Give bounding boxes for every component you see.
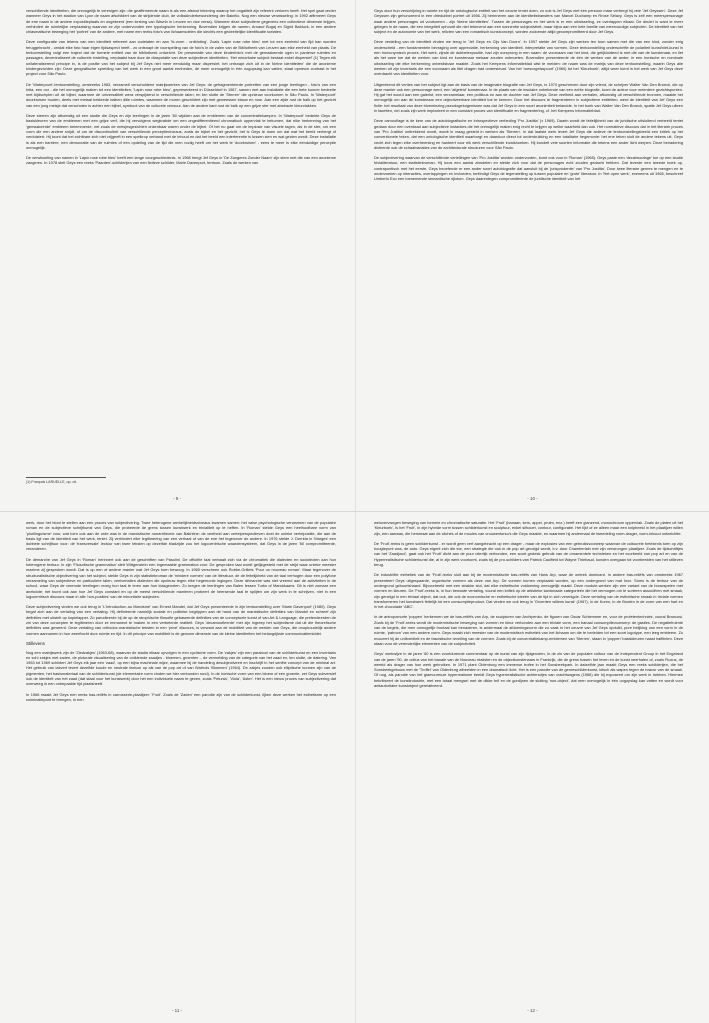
spread-top bbox=[0, 0, 709, 511]
text-column bbox=[26, 520, 336, 1003]
paragraph: Uitgerekend dit verlies van het subject ligt aan de basis van de imaginaire biografie van Jef Geys, in 1970 geschreven door zijn vriend, de schrijver Walter Van Den Broeck, die op deze manier ook een persoonage werd, een 'afgeleid' kunstenaar. In de plaats van de insulaire onbekende van een echte biografie, toont de auteur voor meerdere gezichtspunten. Hij gaf het woord aan een galerist, een verzamelaar, een politicus en aan de dochter van Jef Geys. Deze veelheid aan verhalen, afkomstig uit verschillende bronnen, maakte het onmogelijk om aan de kunstenaar een objectiveerbare identiteit toe te kennen. Door het discours te fragmenteren in subjectieve entiteiten, werd de identiteit van Jef Geys een fictie: het resultaat van deze bloemlezing pseudogetuigenissen was dat Jef Geys in een soort anonimiteit belandde. In het boek van Walter Van Den Broeck, spatte Jef Geys uiteen in facetten, net zoals zijn werk implodeert in een constant proces van identificatie en fragmentering, cf. het Kempens Informatieblad. bbox=[374, 81, 683, 114]
paragraph: In 1966 maakt Jef Geys een reeks bas-reliëfs in carrosserie-plaatijzer: 'Fruit'. Zoals de 'Zaden' een parodie zijn van de schilderkunst, lijken deze werken het esthetisme op een culminatiepunt te brengen, in een bbox=[26, 691, 336, 702]
paragraph: De démarche van Jef Geys in 'Roman' herinnert ook aan de geschriften van Pasolini. De officiële taal verbaalt zich via de chromatiek die dialecten en sociolecten aan hun heterogene textuur. In zijn 'Filosofische grammatica' stelt Wittgenstein een ingemaakte grammatica voor. De gesproken taal wordt gelijkgesteld met de strijd waar unieke meester maxime zij gesproken wordt. Dat is op een of andere manier wat Jef Geys toen bewoog. In 1965 verscheen ook Robbe-Grillets 'Pour un nouveau roman'. Maar tegenover de structuralistische objectivering van het subject, stelde Geys in zijn statistiekroman de 'mindere vormen' van de literatuur, de de feitelijkheid van de taal verhogen door een polyfone verzameling van subjectieve en particuliere talen, veelvertallen dialecten die opnieuw tegen elke hegemonie ingingen. Deze démarche was niet vreemd aan de activiteiten in de school, waar Geys de vreemde leerlingen vroeg hun taal te leren aan hun klasgenoten. Zo kregen de leerlingen van Balen lessen Turks of Marokkaans. Dit is niet zomaar een anekdote; het toont ook aan hoe Jef Geys constant en op de meest verschillende manieren probeert de heersende taal te splijten om zijn werk in te schrijven, niet in een logocentrisch discours maar in alle 'non-posities' van de minoritaire subjecten. bbox=[26, 556, 336, 599]
text-column bbox=[374, 520, 683, 1003]
paragraph: Geys door hun verschijning in ruimte en tijd de ontologische entiteit van het oeuvre teniet doen, zo ook is Jef Geys niet één persoon maar verbergt hij vele 'Jef Geyssen'. Deze Jef Geyssen zijn gehonoreerd in een driedubbel portret uit 1966. Zij herinneren aan de identiteitstransfers van Marcel Duchamp en Rrose Sélavy. Geys is zelf een meerspersonage waar andere personages uit voorkomen - zijn 'kleine identiteiten'. Tussen de personages en het werk is er een uitwisseling, ze overlappen elkaar. De deutel is want ie meer gelegen in de naam, die een integriteit ophoudt die niet tekenend aan een sonnenbe subjectiviteit, maar bijna aan een hele familie van meervoudige subjecten. De identiteit van het subject en de autonomie van het werk, relicten van een romantisch kunstconcept, worden zodoende altijd gecompromitteerd door Jef Geys. bbox=[374, 8, 683, 35]
page-9 bbox=[0, 0, 354, 511]
footnote-rule bbox=[26, 477, 106, 478]
page-number: - 11 - bbox=[171, 1008, 183, 1013]
paragraph: In de antropomorfe 'poppen' herkennen we de bas-reliëfs van Arp, de sculpturen van Archipenko, de figuren van Oscar Schlemmer en, voor de profetentechniek, vooral Brancusi. Zoals bij de 'Fruit'-reeks wordt de modernistische beweging van vormen en kleur verbonden aan een triviale vorm, een banaal consumptievoorwerp: de gastles. De negatiefruimte van de kegels, die men onmogelijk frontaal kan benaderen, is andermaal de afdoeningsvorm die zo vaak in het oeuvre van Jef Geys opduikt, pure belijking van een vorm in de ruimte, 'patroon' van een andere vorm. Geys maakt zich meester van de modernistisch esthetiek van het lichaam om die te herleiden tot een soort logotype, een leeg embleem. Zo evoceert hij de uniformiteit en de fascistische reveiling van de vormen. Zoals bij de concentratiekamp-emblemen van 'Sterren', staan in 'poppen' basiskleuren naast halftinten. Deze staan voor de verenderlijke elementen van de subjectiviteit. bbox=[374, 614, 683, 646]
paragraph: Deze configuratie van tekens van een identiteit refereert aan codelaten en aan 'Ik-vorm - ontbloting'. Zoals 'Lapin rose robe bleu' met tot een eenheid van fijd kan worden teruggebracht - omdat elke foto haar eigen tijdsaspect heeft - zo ontsnapt de voorspelling van de foto's in de zalen van de Bibliotheek van Leuven aan elke eenheid van plaats. De tentoonstelling volgt een traject dat de formele entiteit van de bibliotheek ontwricht. De presentatie van deze kinderfoto's met de gemaskeerde ogen in panterse ruimtes en passages, decentraliseert de culturele instelling, verplaatst haar door de diaspotatie van deze subjectieve identiteiten. 'Het minoritaire subject bestaat enkel dispersief' (1) Tegen elk unilateraliserend principe in, is de positie van het subject bij Jef Geys niet meer eenduidig maar dispersief, het ontsnapt zich uit in de 'kleine identiteiten' die de anonieme kindergezichten zijn. Deze geografische spreiding van het werk in een groot aantal eenheden, de meer onmogelijk in één oogopslag kan vatten, staat opnieuw contrast in het project voor São Paulo. bbox=[26, 39, 336, 77]
paragraph: Nog een matrijswerk zijn de 'Ziedzakjes' (1963-68), waarvan de stadia elkaar opvolgen in een cyclische vorm. De 'zakjes' zijn een parabool van de schilderkunst en een inventaris en schi zakjes met zaden, de picturale visualisering van de ontkiemde zaadjes - bloemen, groenten -, de vermelding van de categorie van het zaad en, ten slotte, de datering. Van 1963 tot 1969 schildert Jef Geys elk jaar een 'zaad', op een bijna machinale wijze, waarmee hij de handeling desubjectiveert en inschrijft in het seriële concept van de minimal art. Het gebruik van lakverf tevert dezelfde koude en neutrale factuur op als van de pop art of van Warhols 'Bloemen' (1964). De zakjes zouden ook elliptische kunnen zijn van de pigmenten, het basismateriaal van de schilderkunst (de elementaire vorm vinden we hier verbonden rond). In de ironische vorm van een bloem of een groente, zet Geys subversief ook de identiteit van het zaad (dat staat voor het kunstwerk) door het een individuele naam te geven, zoals 'Petunia', 'Viola', 'Aster'. Het is een nieuw proces van subjectivering dat overweeg in een onbepaalde tijd plaatsheeft. bbox=[26, 649, 336, 687]
paragraph: welovervwogen beweging van formele en chromatische saturatie. Het 'Fruit' (banaan, kers, appel, pruim, enz.) heeft een glanzend, monochroom oppervlak. Zoals de platen uit het 'Kleurboek', is het 'Fruit', in zijn hybride vorm tussen schilderkunst en sculptuur, enkel silhouet, contour, configuratie. Het lijkt of ze alleen maar een knipbeeld in het plaatijzer willen zijn, een aanwas, die hemmaat aan de clichés of de moules van vrouwentorso's die Geys maakte, en waarmee hij andermaal de tweedeling vorm-drager, vorm-inhoud ontwrichtte. bbox=[374, 520, 683, 536]
paragraph: De verwisseling van namen in 'Lapin rose robe bleu' heeft een lange voorgeschiedenis. In 1968 hengt Jef Geys in 'De Zangeres Zonder Naam' zijn stem met die van een anonieme zangeres. In 1978 stelt Geys een reeks 'Paarden'-schilderijen van een fictieve schilder, Marie Davenport, tentoon. Zoals de werken van bbox=[26, 155, 336, 166]
paragraph: Geys' werkwijze in de jaren '60 is een voortdurende commentaar op de kunst van zijn tijdgenoten, in de zin van de populaire cultuur van de Independent Group in het Engeland van de jaren '50, de cultus van het banale van de Nouveau réalisten en de objectkunstenaars in Frankrijk, die de grens tussen het leven en de kunst neerhalen of, zoals Fluxus, de wereld als drager van hun werk gebruiken. In 1971 plant Oldenburg een immense trofee in het Sonsbeekpark. In datzelfde jaar maakt Geys een reeks schilderijen, die het Sonsbeekgebouw met de 'Troffel' van Oldenburg afbeelden in een dramatisch licht. Het is een parodie van de genreschilderkunst, kitsch als wapen tegen de bravur van de smaak. Of nog, als parodie van het glamoureuze hyperrealisme beeldt Geys hyperrealistische achtersdjes van vrachtwagens (1966) die hij exposeert om zijn werk in hebben. Hiermee bekritiseert de kunstindustrie, met een totaal mengsel met de dikke bril en de gordijnen de sluiting 'non-object', dat men onmogelijk in één oogopslag kan vatten en wordt voor antiautoritaire kunstobject gerelativeerd. bbox=[374, 651, 683, 689]
paragraph: Deze sterren zijn afkomstig uit een studie die Geys en zijn leerlingen in de jaren '60 wijdden aan de emblemen van de concentratiekampen. In 'Waterpoort' bedekte Geys de basiskleuren van de emblemen met een grijze verf, die hij vervolgens wegkrabde om een ongedifferentieerd chromatisch oppervlak te bekomen, dat elke herkenning van het 'gemaskeerde' embleem belemmerde, net zoals de meisjesgezichten onkenbaar waren onder de bijbel. Of het nu gaat om de implosie van visuele tagen, als in de ster, om een vorm die een andere snijdt, of om de discontinuïteit van verschillende perceptieniveaus, zoals de bijbel en het gezicht, het is Geys te doen om dat wat het beeld verbergt of verduistert. Hij toont dat het zichtbare zich niet vrijgeeft in een spelkrop verband met de inhoud en dat het beeld een interferentie is tussen zien en wat gezien wordt. Deze installatie is als een barrière, een democratie van de ruimtes of een opdeling van de tijd die men nodig heeft om het werk te 'doorkruisen' - eens te meer is elke eenduidige perceptie onmogelijk. bbox=[26, 113, 336, 150]
footnote bbox=[26, 477, 106, 485]
text-column bbox=[26, 8, 336, 491]
page-number: - 9 - bbox=[172, 496, 181, 501]
page-number: - 12 - bbox=[527, 1008, 538, 1013]
text-column bbox=[374, 8, 683, 491]
paragraph: Deze verdeling van de identiteit vinden we terug in 'Jef Geys en Cijs Van Doorn'. In 1997 stelde Jef Geys zijn werken ten toon samen met die van een kind, zonder enig onderscheid - een fundamentele bevraging over appreciatie, herkenning van identiteit, interpretatie van vormen. Deze tentoonstelling onderschrifte de polariteit kunst/niet-kunst in een homonymisch proces. Het werk, zijnde de dubbelexpositie, had zijn oorsprong in een naam: de voornaam van het kind, die gelijkluidend is met die van de kunstenaar, en liet als het ware toe dat de werken van kind en kunstenaar mekaar zouden ontmoeten. Bovendien presenteerde de één de werken van de ander, in een ironische en nominale uitwisseling die elke herkenning onbeslisbaar maakte. Zoals het Kempens Informatieblad wist te melden: de naam was de matrijs van deze tentoonstelling, waarin Geys alle werken uit zijn inventaris die een voornaam als titel dragen had ondersteunt. Van het 'roesvogelsspoort' (1960) tot het 'Kleurboek', altijd weer komt in het werk van Jef Geys deze overdracht van identiteiten voor. bbox=[374, 39, 683, 77]
paragraph: werk, door het bloot te stellen aan een proces van subjectivering. Twee heterogene werkelijkheidsniveaus kwamen samen: het valse psychologische verwarmen van de populaire roman en de subjectieve schrijfkunst van Geys, die probeerde de grens tussen kunstwerk en trivialiteit op te heffen. In 'Roman' stelde Geys een heelhoofbare vorm van 'plurilinguïsme' voor, wat toen ook aan de orde was in de marxistische romantheorie van Bakhtine: de veelheid aan vertelperspectieven doet de unieke vertelpositie, die aan de basis ligt van de identiteit van het werk, teniet. Zij verhindert elke legitimering van een verhaal of van de ene het tegenover de andere. In 1976 stelde J. Derrida in 'Marges' een dubbele schrijftuur voor: de 'transversale' lectuur van twee teksten op dezelfde bladzijde zou het logocentrische waardensysteem, dat Geys in de jaren '60 compromitteerde, veranderen. bbox=[26, 520, 336, 552]
page-10 bbox=[355, 0, 709, 511]
paragraph: Deze camouflage is de kern van de autobiografische en introspectieve verbeding 'Pro Justitia' (± 1969). Daarin wordt de feitelijkheid van de juridische uitsluitend verbeeld tentet gedaan door een overdaad aan subjectieve instanties die het onmogelijk maken enig recht te krijgen op welke waarheid dan ook. Het normatieve discours dat in het literaire proces van 'Pro Justitia' onttrekkend wordt, wordt in vraag gesteld in werken als 'Sterren'. In dat laatste werk levert Jef Geys die actieve de tentoonstellingsbeeld een kritiek op het conventionele teken, dat een ontologische identiteit waarborgt en daardoor direct tot onderdrukking en een totalitaire hegemonie: het ene teken sluit de andere tekens uit. Geys vecht zich tegen elke overheersing en hanteert voor elk werk verschillende invalshoeken. Hij bundelt vele soorten informatie die tekens een ander licht werpen. Deze benadering dicteerde ook de schaalvariaties van de architecturale structuren voor São Paulo. bbox=[374, 118, 683, 150]
page-number: - 10 - bbox=[527, 496, 538, 501]
page-12 bbox=[355, 512, 709, 1023]
page-11 bbox=[0, 512, 354, 1023]
paragraph: Deze subjectivering vinden we ook terug in 'L'Introduction au Marxisme' van Ernest Mandel, dat Jef Geys presenteerde in zijn tentoonstelling over 'Marie Davenport' (1980). Geys begaf zich aan de vertaling van een vertaling. Hij definieerde namelijk sociale en politieke begrippen aan de hand van de marxistische definities van Mandel en schreef zijn definities met uitstelt op kopielapper. Zo parodieerde hij de op de strophische filosofie gebaseerde definities van de conceptuele kunst of van Art & Language, die pretendeerden de zin van deze concepten te legitimeren door ze immanent te maken in een verbeterde realiteit. Geys 'decamoufleerde' met zijn ingreep het subjectisme dat uit die theoretische definities was geweerd. Deze vertaling van orthodox-marxistische teksten in een 'privé' discours, is verwant aan de mobiliteit van de werken van Geys, die onophoudelijk andere vormen aannamen in hun zwerftocht door ruimte en tijd. In dit principe van mobiliteit is de gewone dimensie van de kleine identiteiten het belangrijkste communicatiemiddel. bbox=[26, 604, 336, 636]
paragraph: verschillende identiteiten, die onmogelijk te verenigen zijn: die geaffirmeerde naam is als een afstoot tekening waarop het ongaliteit zijn referent verloren heeft. Het spel gaat verder wanneer Geys in het stadion van Lyon de naam afschildert van de strijdende club, de volkskinderbewondering der Bakelio. Nog een nieuwe verwisseling: in 1992 affirmeert Geys de ene naam in de andere expositieplaats en ongekeerd (een kerking van Wavrin in Leuven en vice versa). Wanneer deze subjectieve gegevens een collectieve dimensie krijgen, verhindert de ruimtelijke verplaatsing waarvan ze zijn ondervonden een typologische herkenning. Bovendien krijgen de namen, Arnaud Bugaj en Sigrid Balduck, in een andere chiasmatische beweging het 'portret' van de andere, met name een reeks foto's van lichaamsdelen die slechts een gedeeltelijke identificatie toelaten. bbox=[26, 8, 336, 35]
footnote-text: (1) François LARUELLE, op. cit. bbox=[26, 480, 78, 485]
section-heading: Stillevens bbox=[26, 640, 45, 646]
spread-bottom bbox=[0, 511, 709, 1023]
paragraph: De industriële esthetiek van de 'Fruit'-reeks sluit aan bij de modernistische bas-reliëfs van Hans Arp, waar de omtrek dominant. In andere bas-reliëfs van omstreeks 1967 presenteert Geys uitgespaarde, organische vormen als deze van Arp. De vormen komen verplaatst worden, op een ondergrond van mat Inox. Soms is de textuur van de ondergrond gebuurtshaard. Bijvoorbeeld met een strakke stul, dat elke esthetische voldoening onmogelijk maakt. Deze module-werken zijn een variant van de bouwspelen met vormen en kleuren. De 'Fruit'-reeks is, in hun bewuste vertaling, vooral een kritiek op de artistieke kantonaale categorieën die het vermogen om te sorteren associëren met smaak, zijn geneigd in een triviaal object, dat ook, die ook de economische en esthetische ideeën van de tijd in zich verenigde. Deze vertaling van de esthetische smaak in triviale vormen transformeren het kunstwerk feitelijk tot een consumptieproduct. Dat vinden we ook terug in 'Groenten willens kunst' (1967), in de Koren, in de Broden in de vorm van een hart en in het chocolade 'ABC'. bbox=[374, 572, 683, 610]
paragraph: De 'Fruit'-reeks is geen schilderkunst - er wordt geen verf aangebracht op een drager - maar de explosies van een gebruiksvoorwerp waarvan de cultuurele betekenis toen op zijn hoogtepunt was, de auto. Geys eigent zich die toe, een strategie die ook in de pop art gevolgd wordt, b.v. door Chamberlain met zijn verwrongen plaatijzer. Zoals de tijdschriftjes van het 'Zaadjoud', gaat ook het 'Fruit' dicht aan de puur uiterlijk verbonden, een soort grotesk gebruik van de ornamentele technieken en het voorbeeld van pop art en van de Hyperrealistische schilderkunst die, al in zijn werk voorkomt, zoals bij de pro-schilders van Patrick Caulfield tot Wayne Thiebaud, konden overgaan tot voorbeelden van het stilleven terug. bbox=[374, 540, 683, 568]
paragraph: De subjectivering waarvan de verschillende vertellingen van 'Pro Justitia' worden ondervorden, komt ook voor in 'Roman' (1965). Geys paste een 'decalmoufage' toe op een studie trivialiteratuur, een statistiekroman. Hij koos een aantal zinsdelen en stelde zich voor dat de personages echt zouden gedacht hebben. Dat leverde een tweede boek op, contrapuntisch met het eerste. Geys beoefende er een ander soort autobiografie dat aansluit bij de 'jurisprudentie' van 'Pro Justitia'. Door twee literaire genres te mengen en te onderzoeken op interacties, overlappingen en invloeden, beëindigt Geys de tegenstelling op tussen populaire en 'grote' literatuur. In 'Het open werk', eveneens uit 1965, beschreef Umberto Eco een toenemende semantische rijkdom. Geys daarentegen compromitteerde de juridische identiteit van het bbox=[374, 155, 683, 182]
paragraph: De 'Waterpoort'-tentoonstelling, omstreeks 1983, verzamelt verscholdene matrijswerken van Jef Geys: de gefragmenteerde portretten van een jonge leerlingen - foto's van een krita, een oor - die het onmogelijk maken tot een identiteiten; 'Lapin rose robe bleu', gepresenteerd in Düsseldorf in 1987, samen met aan installatie die een bete kunner bedeelte met bijdschplen uit de bijbel, waarmee de universaliteit wera verspijdend in verschillende talen; en ten slotte de 'Sterren' die opnieuw voorkomen in São Paulo. In 'Waterpoort' doorkruisen houten, deels met metaal bekleede balken ditle ruimtes, waarmee de muren geschildert zijn met geweessen blauw en rose. Aan een zijde rust de balk op het gezicht van een jong meisje dat verschoten is achter een bijbel, symbool van de culturele censuur. Aan de andere kant rust de balk op een grijze ster met abstracte kleurvlakken. bbox=[26, 81, 336, 108]
